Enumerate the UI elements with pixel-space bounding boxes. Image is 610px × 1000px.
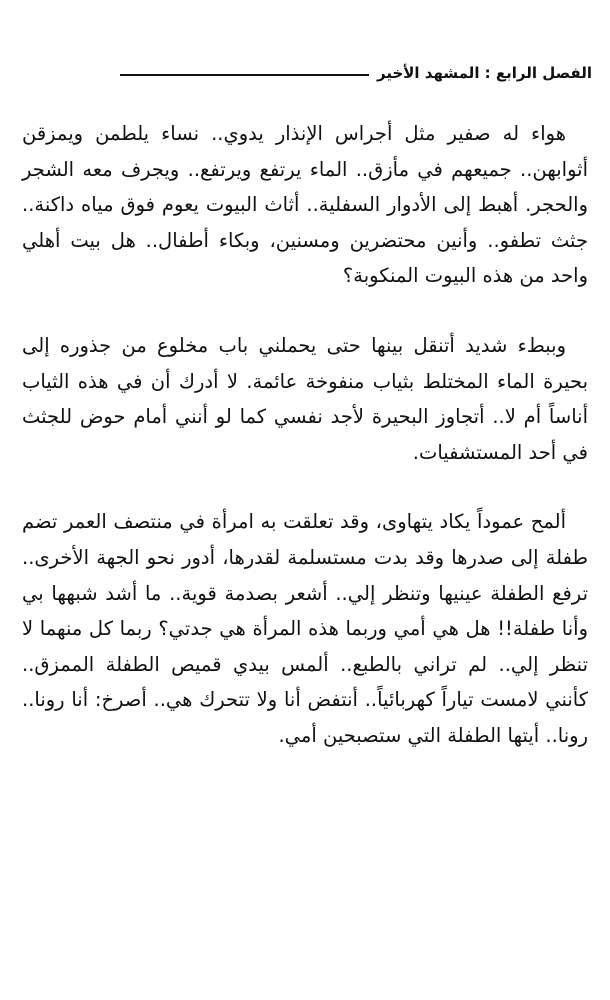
header-rule	[120, 74, 369, 76]
chapter-title: الفصل الرابع : المشهد الأخير	[377, 64, 592, 82]
body-text	[22, 116, 588, 754]
running-header	[120, 58, 592, 88]
paragraph-2: وببطء شديد أتنقل بينها حتى يحملني باب مخلوع من جذوره إلى بحيرة الماء المختلط بثياب منفوخة عائمة. لا أدرك أن في هذه الثياب أناساً أم لا.. أتجاوز البحيرة لأجد نفسي كما لو أنني أمام حوض للجثث في أحد المستشفيات.	[22, 333, 588, 464]
paragraph-1: هواء له صفير مثل أجراس الإنذار يدوي.. نساء يلطمن ويمزقن أثوابهن.. جميعهم في مأزق.. الماء يرتفع ويرتفع.. ويجرف معه الشجر والحجر. أهبط إلى الأدوار السفلية.. أثاث البيوت يعوم فوق مياه داكنة.. جثث تطفو.. وأنين محتضرين ومسنين، وبكاء أطفال.. هل بيت أهلي واحد من هذه البيوت المنكوبة؟	[22, 122, 588, 288]
paragraph-3: ألمح عموداً يكاد يتهاوى، وقد تعلقت به امرأة في منتصف العمر تضم طفلة إلى صدرها وقد بدت مستسلمة لقدرها، أدور نحو الجهة الأخرى.. ترفع الطفلة عينيها وتنظر إلي.. أشعر بصدمة قوية.. ما أشد شبهها بي وأنا طفلة!! هل هي أمي وربما هذه المرأة هي جدتي؟ ربما كل منهما لا تنظر إلي.. لم تراني بالطبع.. ألمس بيدي قميص الطفلة الممزق.. كأنني لامست تياراً كهربائياً.. أنتفض أنا ولا تتحرك هي.. أصرخ: أنا رونا.. رونا.. أيتها الطفلة التي ستصبحين أمي.	[22, 510, 588, 747]
